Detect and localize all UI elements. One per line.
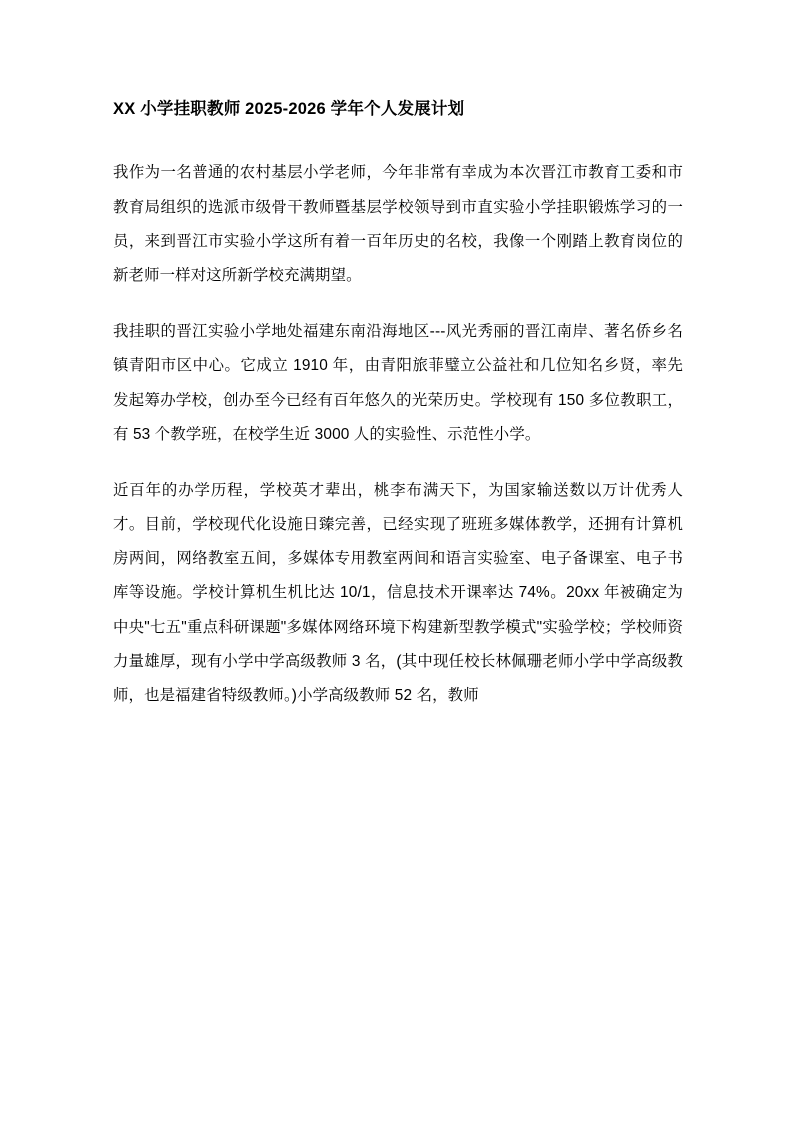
paragraph-2: 我挂职的晋江实验小学地处福建东南沿海地区---风光秀丽的晋江南岸、著名侨乡名镇青阳市区中心。它成立 1910 年，由青阳旅菲璧立公益社和几位知名乡贤，率先发起筹办学校，创办至今已经有百年悠久的光荣历史。学校现有 150 多位教职工，有 53 个教学班，在校学生近 3000 人的实验性、示范性小学。 bbox=[113, 323, 683, 443]
paragraph-1: 我作为一名普通的农村基层小学老师，今年非常有幸成为本次晋江市教育工委和市教育局组织的选派市级骨干教师暨基层学校领导到市直实验小学挂职锻炼学习的一员，来到晋江市实验小学这所有着一百年历史的名校，我像一个刚踏上教育岗位的新老师一样对这所新学校充满期望。 bbox=[113, 164, 683, 284]
paragraph-3: 近百年的办学历程，学校英才辈出，桃李布满天下，为国家输送数以万计优秀人才。目前，学校现代化设施日臻完善，已经实现了班班多媒体教学，还拥有计算机房两间，网络教室五间，多媒体专用教室两间和语言实验室、电子备课室、电子书库等设施。学校计算机生机比达 10/1，信息技术开课率达 74%。20xx 年被确定为中央"七五"重点科研课题"多媒体网络环境下构建新型教学模式"实验学校；学校师资力量雄厚，现有小学中学高级教师 3 名，(其中现任校长林佩珊老师小学中学高级教师，也是福建省特级教师。)小学高级教师 52 名，教师 bbox=[113, 481, 683, 705]
page-title: XX 小学挂职教师 2025-2026 学年个人发展计划 bbox=[113, 100, 465, 118]
document-body bbox=[113, 96, 683, 713]
